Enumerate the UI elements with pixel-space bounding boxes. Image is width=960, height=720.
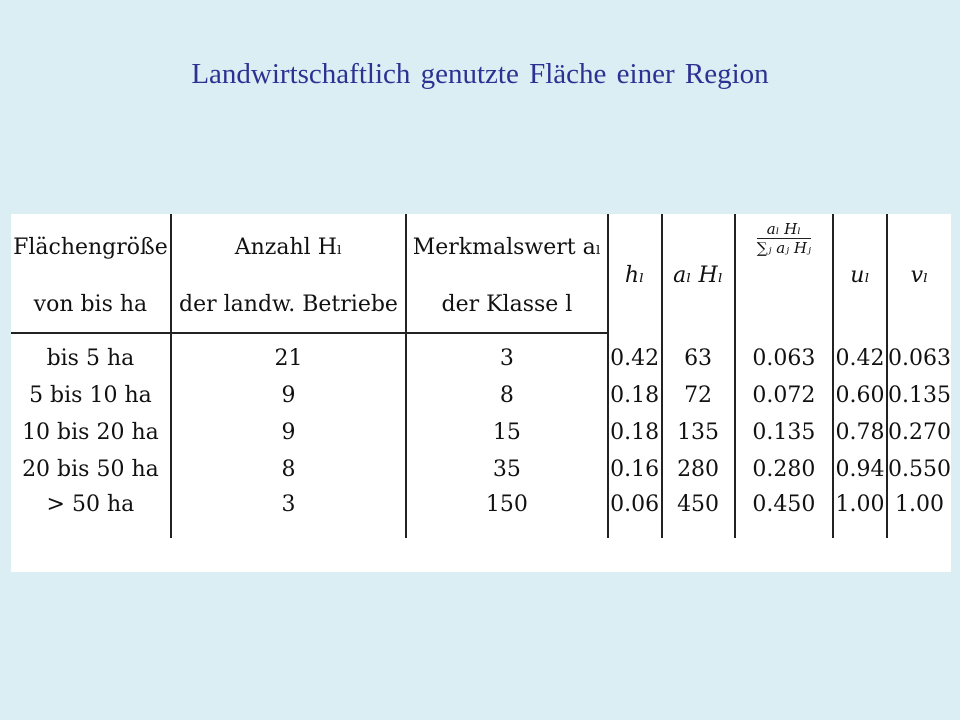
header-merkmalswert: Merkmalswert aₗ bbox=[406, 214, 608, 276]
data-table bbox=[11, 214, 951, 538]
header-anzahl: Anzahl Hₗ bbox=[171, 214, 406, 276]
cell-h: 0.42 bbox=[608, 333, 662, 377]
table-row bbox=[11, 377, 951, 414]
cell-share: 0.135 bbox=[735, 414, 834, 451]
cell-v: 0.135 bbox=[887, 383, 951, 408]
cell-anzahl: 9 bbox=[171, 377, 406, 414]
cell-class: 20 bis 50 ha bbox=[11, 451, 171, 488]
header-fraction bbox=[735, 214, 834, 333]
cell-share: 0.280 bbox=[735, 451, 834, 488]
cell-class: > 50 ha bbox=[11, 488, 171, 538]
cell-share: 0.072 bbox=[735, 377, 834, 414]
cell-u: 0.42 bbox=[833, 333, 887, 377]
table-row bbox=[11, 451, 951, 488]
cell-aH: 280 bbox=[662, 451, 735, 488]
table-panel bbox=[11, 214, 951, 572]
cell-u: 1.00 bbox=[833, 488, 887, 538]
cell-aH: 63 bbox=[662, 333, 735, 377]
cell-merkmal: 35 bbox=[406, 451, 608, 488]
cell-u: 0.78 bbox=[833, 414, 887, 451]
fraction-denominator: ∑ⱼ aⱼ Hⱼ bbox=[756, 239, 811, 257]
header-flaechengroesse: Flächengröße bbox=[11, 214, 171, 276]
cell-v: 1.00 bbox=[894, 492, 944, 517]
cell-anzahl: 8 bbox=[171, 451, 406, 488]
cell-v: 0.270 bbox=[887, 420, 951, 445]
cell-share: 0.063 bbox=[735, 333, 834, 377]
table-row bbox=[11, 333, 951, 377]
cell-v: 0.550 bbox=[887, 457, 951, 482]
cell-aH: 450 bbox=[662, 488, 735, 538]
cell-v: 0.063 bbox=[887, 345, 951, 371]
cell-anzahl: 9 bbox=[171, 414, 406, 451]
cell-merkmal: 15 bbox=[406, 414, 608, 451]
cell-h: 0.18 bbox=[608, 377, 662, 414]
cell-h: 0.18 bbox=[608, 414, 662, 451]
cell-h: 0.16 bbox=[608, 451, 662, 488]
header-v: vₗ bbox=[910, 263, 929, 288]
header-u: uₗ bbox=[833, 214, 887, 333]
cell-class: 5 bis 10 ha bbox=[11, 377, 171, 414]
cell-aH: 135 bbox=[662, 414, 735, 451]
header-h: hₗ bbox=[608, 214, 662, 333]
slide-title: Landwirtschaftlich genutzte Fläche einer Region bbox=[191, 58, 769, 90]
cell-merkmal: 8 bbox=[406, 377, 608, 414]
cell-share: 0.450 bbox=[735, 488, 834, 538]
fraction-numerator: aₗ Hₗ bbox=[757, 220, 811, 239]
cell-anzahl: 3 bbox=[171, 488, 406, 538]
cell-merkmal: 150 bbox=[406, 488, 608, 538]
cell-aH: 72 bbox=[662, 377, 735, 414]
cell-u: 0.94 bbox=[833, 451, 887, 488]
cell-class: bis 5 ha bbox=[11, 333, 171, 377]
table-body bbox=[11, 333, 951, 538]
table-row bbox=[11, 414, 951, 451]
header-row-1 bbox=[11, 214, 951, 276]
header-von-bis: von bis ha bbox=[11, 276, 171, 333]
header-klasse: der Klasse l bbox=[406, 276, 608, 333]
header-aH: aₗ Hₗ bbox=[662, 214, 735, 333]
cell-h: 0.06 bbox=[608, 488, 662, 538]
header-betriebe: der landw. Betriebe bbox=[171, 276, 406, 333]
cell-class: 10 bis 20 ha bbox=[11, 414, 171, 451]
cell-merkmal: 3 bbox=[406, 333, 608, 377]
fraction bbox=[757, 220, 811, 257]
cell-u: 0.60 bbox=[833, 377, 887, 414]
cell-anzahl: 21 bbox=[171, 333, 406, 377]
table-row bbox=[11, 488, 951, 538]
